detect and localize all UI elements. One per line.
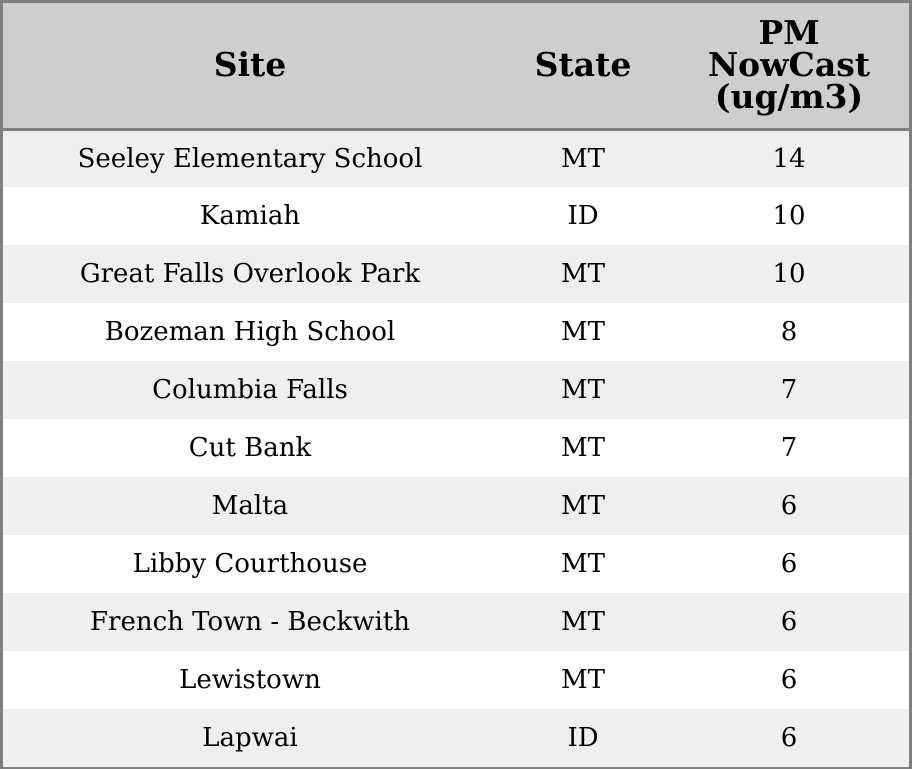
table-row	[3, 303, 909, 361]
table-row	[3, 245, 909, 303]
cell-state: MT	[561, 143, 605, 174]
cell-site: Seeley Elementary School	[77, 143, 423, 174]
cell-site: Bozeman High School	[104, 317, 396, 347]
cell-state: MT	[561, 607, 605, 637]
cell-site: Great Falls Overlook Park	[79, 259, 421, 289]
cell-state: ID	[567, 723, 599, 753]
header-row	[3, 3, 909, 129]
table-row	[3, 651, 909, 709]
cell-pm-nowcast: 6	[780, 665, 798, 695]
cell-state: MT	[561, 665, 605, 695]
cell-state: MT	[561, 491, 605, 521]
cell-site: Libby Courthouse	[132, 549, 368, 579]
table-row	[3, 129, 909, 187]
table-header	[3, 3, 909, 129]
column-header-state: State	[497, 3, 669, 129]
cell-site: Lewistown	[179, 665, 321, 695]
cell-state: MT	[561, 433, 605, 463]
cell-pm-nowcast: 6	[780, 491, 798, 521]
table-body	[3, 129, 909, 767]
cell-site: French Town - Beckwith	[89, 607, 411, 637]
pm-nowcast-table	[3, 3, 909, 767]
table-row	[3, 419, 909, 477]
table-row	[3, 361, 909, 419]
cell-pm-nowcast: 6	[780, 607, 798, 637]
cell-pm-nowcast: 14	[772, 143, 806, 174]
cell-pm-nowcast: 8	[780, 317, 798, 347]
table-row	[3, 187, 909, 245]
column-header-pm-line-3: (ug/m3)	[714, 77, 864, 117]
column-header-pm-line-2: NowCast	[707, 45, 871, 85]
cell-pm-nowcast: 10	[772, 201, 806, 231]
table-row	[3, 477, 909, 535]
cell-state: MT	[561, 549, 605, 579]
table-row	[3, 593, 909, 651]
table-row	[3, 535, 909, 593]
cell-pm-nowcast: 7	[780, 433, 798, 463]
cell-state: ID	[567, 201, 599, 231]
cell-pm-nowcast: 6	[780, 723, 798, 753]
cell-pm-nowcast: 7	[780, 375, 798, 405]
cell-state: MT	[561, 259, 605, 289]
cell-pm-nowcast: 10	[772, 259, 806, 289]
cell-state: MT	[561, 317, 605, 347]
cell-site: Lapwai	[202, 723, 298, 753]
cell-site: Columbia Falls	[152, 375, 348, 405]
column-header-pm-line-1: PM	[758, 13, 820, 53]
column-header-site: Site	[3, 3, 497, 129]
cell-pm-nowcast: 6	[780, 549, 798, 579]
cell-site: Cut Bank	[188, 433, 312, 463]
cell-state: MT	[561, 375, 605, 405]
column-header-pm-nowcast	[669, 3, 909, 129]
cell-site: Malta	[211, 491, 289, 521]
table-row	[3, 709, 909, 767]
cell-site: Kamiah	[199, 201, 301, 231]
